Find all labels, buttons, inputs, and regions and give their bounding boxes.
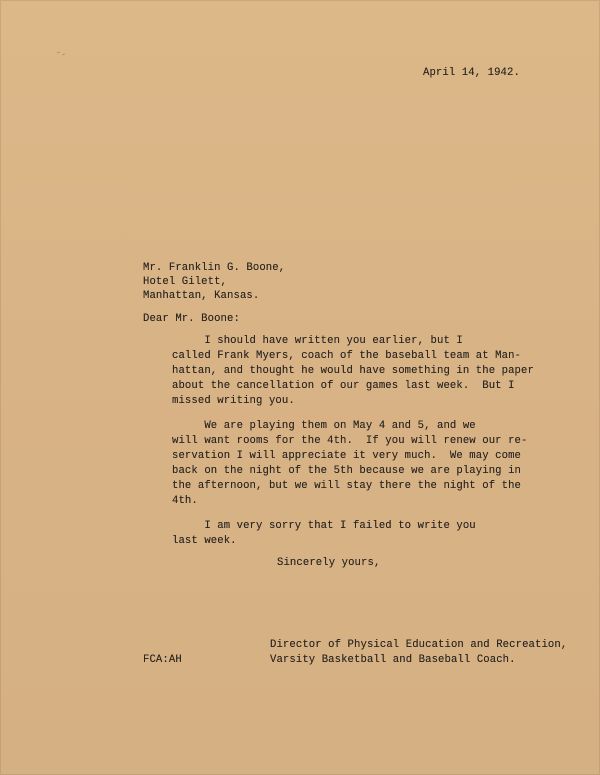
recipient-name: Mr. Franklin G. Boone, [143, 262, 286, 274]
body-line: last week. [172, 535, 237, 547]
body-line: I should have written you earlier, but I [172, 335, 463, 347]
body-line: called Frank Myers, coach of the baseball team at Man- [172, 350, 522, 362]
body-line: hattan, and thought he would have something in the paper [172, 365, 534, 377]
body-line: missed writing you. [172, 395, 295, 407]
body-line: We are playing them on May 4 and 5, and we [172, 420, 476, 432]
body-line: the afternoon, but we will stay there the night of the [172, 480, 522, 492]
paper-speck [57, 52, 60, 54]
letter-date: April 14, 1942. [423, 67, 520, 79]
body-line: back on the night of the 5th because we are playing in [172, 465, 522, 477]
body-line: servation I will appreciate it very much. We may come [172, 450, 522, 462]
signature-title-line-1: Director of Physical Education and Recreation, [270, 639, 568, 651]
closing: Sincerely yours, [277, 557, 381, 569]
recipient-city: Manhattan, Kansas. [143, 290, 260, 302]
body-line: will want rooms for the 4th. If you will renew our re- [172, 435, 528, 447]
signature-title-line-2: Varsity Basketball and Baseball Coach. [270, 654, 516, 666]
salutation: Dear Mr. Boone: [143, 313, 240, 325]
typist-initials: FCA:AH [143, 654, 182, 666]
paper-speck [62, 54, 65, 56]
body-line: about the cancellation of our games last week. But I [172, 380, 515, 392]
recipient-hotel: Hotel Gilett, [143, 276, 228, 288]
body-line: 4th. [172, 495, 198, 507]
body-line: I am very sorry that I failed to write you [172, 520, 476, 532]
